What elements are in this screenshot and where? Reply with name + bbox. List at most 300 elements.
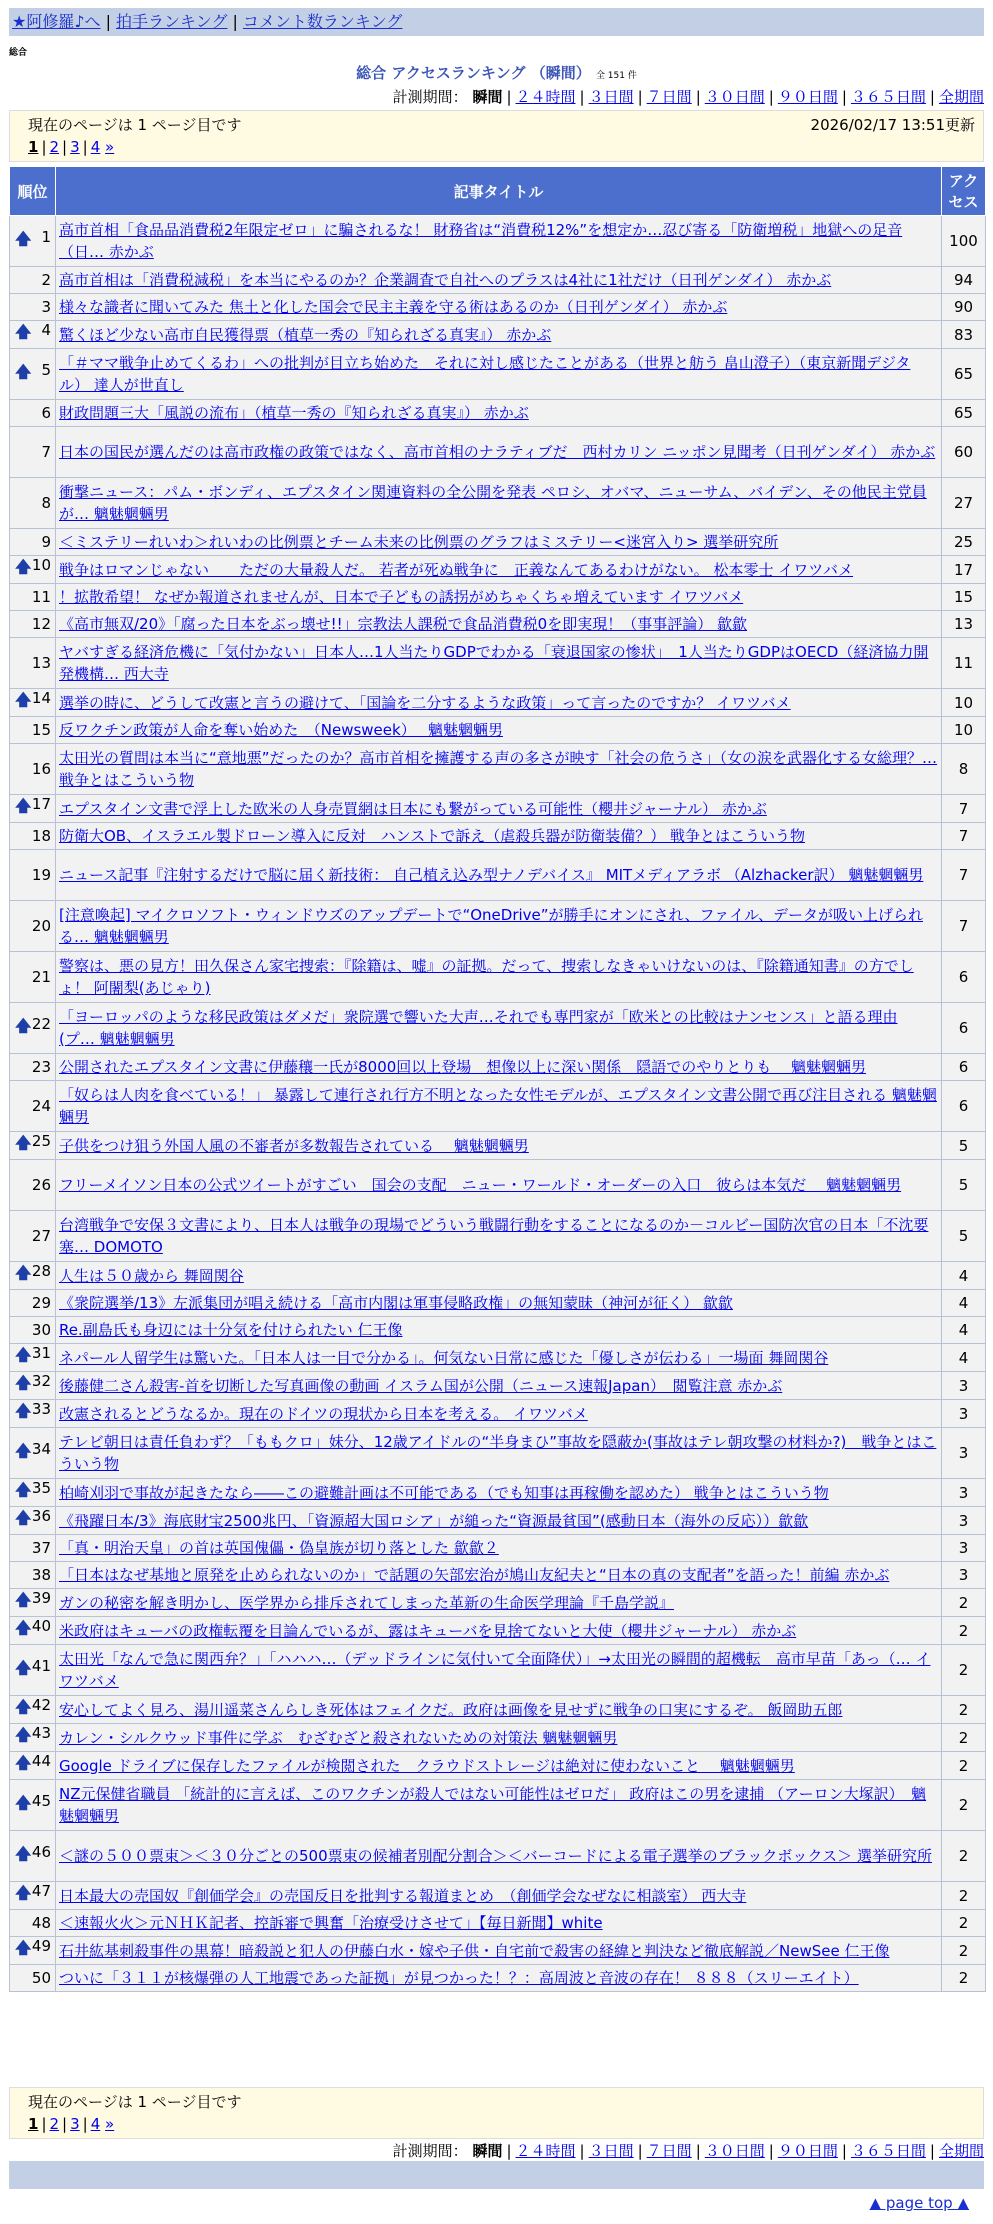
rank-number: 31 — [31, 1344, 51, 1362]
rank-cell — [10, 1780, 56, 1831]
total-count: 全 151 件 — [595, 71, 637, 81]
title-header: 記事タイトル — [56, 167, 942, 216]
page-4-link[interactable]: 4 — [90, 138, 101, 156]
period-90d[interactable]: ９０日間 — [777, 2142, 838, 2160]
rank-cell — [10, 294, 56, 321]
arrow-up-icon: 🡅 — [15, 228, 32, 248]
access-count: 2 — [942, 1617, 986, 1645]
arrow-up-icon: 🡅 — [15, 322, 32, 341]
rank-number: 33 — [31, 1400, 51, 1418]
table-row — [10, 1910, 986, 1937]
rank-number: 35 — [31, 1479, 51, 1497]
table-row — [10, 638, 986, 689]
title-cell — [56, 556, 942, 584]
article-title-link[interactable]: 台湾戦争で安保３文書により、日本人は戦争の現場でどういう戦闘行動をすることになるのか－コルビー国防次官の日本「不沈要塞… DOMOTO — [59, 1216, 929, 1256]
table-row — [10, 850, 986, 901]
rank-cell — [10, 321, 56, 349]
period-365d[interactable]: ３６５日間 — [850, 2142, 926, 2160]
rank-number: 45 — [31, 1791, 51, 1810]
title-cell — [56, 952, 942, 1003]
table-row — [10, 1937, 986, 1965]
table-row — [10, 795, 986, 823]
page-3-link[interactable]: 3 — [70, 2115, 80, 2133]
rank-number: 24 — [31, 1097, 51, 1115]
period-24h[interactable]: ２４時間 — [515, 88, 576, 106]
title-cell — [56, 1696, 942, 1724]
article-title-link[interactable]: NZ元保健省職員 「統計的に言えば、このワクチンが殺人ではない可能性はゼロだ」 政府はこの男を逮捕 （アーロン大塚訳） 魑魅魍魎男 — [59, 1785, 927, 1825]
rank-cell — [10, 850, 56, 901]
separator: | — [232, 12, 238, 31]
title-cell — [56, 427, 942, 478]
applause-ranking-link[interactable]: 拍手ランキング — [115, 12, 228, 31]
current-page-text: 現在のページは 1 ページ目です — [28, 2093, 242, 2111]
table-row — [10, 901, 986, 952]
title-cell — [56, 1937, 942, 1965]
page-2-link[interactable]: 2 — [49, 138, 60, 156]
rank-number: 46 — [31, 1842, 51, 1861]
article-title-link[interactable]: 人生は５０歳から 舞岡関谷 — [59, 1266, 244, 1285]
rank-number: 30 — [31, 1321, 51, 1339]
page-3-link[interactable]: 3 — [70, 138, 80, 156]
page-1: 1 — [28, 138, 39, 156]
access-count: 13 — [942, 611, 986, 638]
title-cell — [56, 1054, 942, 1081]
rank-cell — [10, 1507, 56, 1535]
table-row — [10, 1317, 986, 1344]
title-cell — [56, 1344, 942, 1372]
arrow-up-icon: 🡅 — [15, 1843, 32, 1863]
table-row — [10, 349, 986, 400]
article-title-link[interactable]: Re.副島氏も身辺には十分気を付けられたい 仁王像 — [59, 1321, 403, 1339]
article-title-link[interactable]: 《衆院選挙/13》左派集団が唱え続ける「高市内閣は軍事侵略政権」の無知蒙昧（神河が征く） 歙歙 — [59, 1294, 733, 1312]
article-title-link[interactable]: 「真・明治天皇」の首は英国傀儡・偽皇族が切り落とした 歙歙２ — [59, 1539, 499, 1557]
title-cell — [56, 1831, 942, 1882]
rank-cell — [10, 1262, 56, 1290]
article-title-link[interactable]: Google ドライブに保存したファイルが検閲された クラウドストレージは絶対に使わないこと 魑魅魍魎男 — [59, 1756, 795, 1775]
table-row — [10, 1290, 986, 1317]
article-title-link[interactable]: 《高市無双/20》「腐った日本をぶっ壊せ!!」宗教法人課税で食品消費税0を即実現！（事事評論） 歙歙 — [59, 615, 747, 633]
rank-number: 11 — [31, 588, 51, 606]
table-row — [10, 1831, 986, 1882]
rank-cell — [10, 1132, 56, 1160]
table-row — [10, 529, 986, 556]
table-row — [10, 1400, 986, 1428]
table-row — [10, 1562, 986, 1589]
article-title-link[interactable]: 太田光「なんで急に関西弁？」「ハハハ…（デッドラインに気付いて全面降伏）」→太田光の瞬間的超機転 高市早苗「あっ（… イワツバメ — [59, 1650, 931, 1690]
period-3d[interactable]: ３日間 — [588, 88, 634, 106]
table-row — [10, 1003, 986, 1054]
period-current: 瞬間 — [472, 88, 503, 106]
period-365d[interactable]: ３６５日間 — [850, 88, 926, 106]
access-count: 2 — [942, 1724, 986, 1752]
article-title-link[interactable]: ニュース記事『注射するだけで脳に届く新技術： 自己植え込み型ナノデバイス』 MITメディアラボ （Alzhacker訳） 魑魅魍魎男 — [59, 866, 924, 884]
rank-number: 13 — [31, 654, 51, 672]
table-row — [10, 1344, 986, 1372]
article-title-link[interactable]: 警察は、悪の見方！田久保さん家宅捜索：『除籍は、嘘』の証拠。だって、捜索しなきゃいけないのは、『除籍通知書』の方でしょ！ 阿闍梨(あじゃり) — [59, 957, 914, 997]
rank-cell — [10, 1054, 56, 1081]
access-count: 11 — [942, 638, 986, 689]
rank-number: 20 — [31, 917, 51, 935]
rank-cell — [10, 267, 56, 294]
period-90d[interactable]: ９０日間 — [777, 88, 838, 106]
access-count: 3 — [942, 1479, 986, 1507]
rank-cell — [10, 556, 56, 584]
article-title-link[interactable]: 高市首相「食品品消費税2年限定ゼロ」に騙されるな！ 財務省は“消費税12%”を想定か…忍び寄る「防衛増税」地獄への足音（日… 赤かぶ — [59, 221, 903, 261]
title-cell — [56, 795, 942, 823]
article-title-link[interactable]: 太田光の質問は本当に“意地悪”だったのか？高市首相を擁護する声の多さが映す「社会の危うさ」（女の涙を武器化する女総理？… 戦争とはこういう物 — [59, 749, 938, 789]
article-title-link[interactable]: 「＃ママ戦争止めてくるわ」への批判が目立ち始めた それに対し感じたことがある（世界と舫う 畠山澄子）（東京新聞デジタル） 達人が世直し — [59, 354, 911, 394]
rank-number: 38 — [31, 1566, 51, 1584]
access-count: 4 — [942, 1317, 986, 1344]
arrow-up-icon: 🡅 — [15, 1480, 32, 1499]
title-cell — [56, 1290, 942, 1317]
table-row — [10, 1965, 986, 1992]
title-cell — [56, 1400, 942, 1428]
rank-number: 50 — [31, 1969, 51, 1987]
rank-number: 16 — [31, 760, 51, 778]
rank-cell — [10, 1562, 56, 1589]
pagination-bottom — [9, 2087, 984, 2139]
article-title-link[interactable]: 公開されたエプスタイン文書に伊藤穰一氏が8000回以上登場 想像以上に深い関係 隠語でのやりとりも 魑魅魍魎男 — [59, 1058, 867, 1076]
article-title-link[interactable]: 日本の国民が選んだのは高市政権の政策ではなく、高市首相のナラティブだ 西村カリン ニッポン見聞考（日刊ゲンダイ） 赤かぶ — [59, 443, 936, 461]
rank-number: 23 — [31, 1058, 51, 1076]
article-title-link[interactable]: 選挙の時に、どうして改憲と言うの避けて、「国論を二分するような政策」って言ったのですか？ イワツバメ — [59, 693, 791, 712]
access-count: 5 — [942, 1132, 986, 1160]
access-count: 2 — [942, 1831, 986, 1882]
article-title-link[interactable]: 防衛大OB、イスラエル製ドローン導入に反対 ハンストで訴え（虐殺兵器が防衛装備？） 戦争とはこういう物 — [59, 827, 805, 845]
article-title-link[interactable]: 石井紘基刺殺事件の黒幕！暗殺説と犯人の伊藤白水・嫁や子供・自宅前で殺害の経緯と判決など徹底解説／NewSee 仁王像 — [59, 1941, 890, 1960]
rank-number: 48 — [31, 1914, 51, 1932]
rank-cell — [10, 1479, 56, 1507]
arrow-up-icon: 🡅 — [15, 1373, 32, 1392]
rank-cell — [10, 795, 56, 823]
access-count: 17 — [942, 556, 986, 584]
rank-cell — [10, 611, 56, 638]
rank-cell — [10, 744, 56, 795]
access-count: 4 — [942, 1262, 986, 1290]
table-row — [10, 1372, 986, 1400]
rank-cell — [10, 1535, 56, 1562]
rank-cell — [10, 400, 56, 427]
access-count: 5 — [942, 1211, 986, 1262]
period-30d[interactable]: ３０日間 — [704, 88, 765, 106]
arrow-up-icon: 🡅 — [15, 1263, 32, 1282]
table-row — [10, 584, 986, 611]
rank-cell — [10, 584, 56, 611]
page-top-link[interactable]: ▲ page top ▲ — [869, 2194, 969, 2212]
access-count: 6 — [942, 952, 986, 1003]
updated-timestamp: 2026/02/17 13:51更新 — [810, 116, 975, 134]
arrow-up-icon: 🡅 — [15, 1401, 32, 1420]
access-count: 2 — [942, 1910, 986, 1937]
rank-number: 15 — [31, 721, 51, 739]
article-title-link[interactable]: フリーメイソン日本の公式ツイートがすごい 国会の支配 ニュー・ワールド・オーダーの入口 彼らは本気だ 魑魅魍魎男 — [59, 1176, 902, 1194]
table-row — [10, 1696, 986, 1724]
arrow-up-icon: 🡅 — [15, 1508, 32, 1527]
table-row — [10, 1054, 986, 1081]
article-title-link[interactable]: 《飛躍日本/3》海底財宝2500兆円、「資源超大国ロシア」が縋った“資源最貧国”(感動日本（海外の反応））歙歙 — [59, 1511, 809, 1530]
access-count: 5 — [942, 1160, 986, 1211]
title-cell — [56, 529, 942, 556]
table-row — [10, 1752, 986, 1780]
access-count: 65 — [942, 349, 986, 400]
title-cell — [56, 584, 942, 611]
article-title-link[interactable]: カレン・シルクウッド事件に学ぶ むざむざと殺されないための対策法 魑魅魍魎男 — [59, 1728, 618, 1747]
rank-cell — [10, 1910, 56, 1937]
rank-number: 1 — [41, 227, 51, 246]
section-label: 総合 — [9, 48, 28, 58]
arrow-up-icon: 🡅 — [15, 1345, 32, 1364]
rank-number: 17 — [31, 795, 51, 813]
title-cell — [56, 850, 942, 901]
rank-cell — [10, 529, 56, 556]
table-row — [10, 744, 986, 795]
rank-number: 10 — [31, 556, 51, 574]
period-7d[interactable]: ７日間 — [646, 88, 692, 106]
page-2-link[interactable]: 2 — [49, 2115, 60, 2133]
title-cell — [56, 1132, 942, 1160]
period-selector-bottom: 計測期間： 瞬間 | ２４時間 | ３日間 | ７日間 | ３０日間 | ９０日間 | ３６５日間 | 全期間 — [392, 2142, 984, 2160]
period-24h[interactable]: ２４時間 — [515, 2142, 576, 2160]
access-count: 2 — [942, 1882, 986, 1910]
access-count: 4 — [942, 1344, 986, 1372]
access-count: 65 — [942, 400, 986, 427]
rank-cell — [10, 717, 56, 744]
table-row — [10, 556, 986, 584]
access-count: 90 — [942, 294, 986, 321]
home-link[interactable]: ★阿修羅♪へ — [12, 12, 101, 31]
article-title-link[interactable]: 柏崎刈羽で事故が起きたなら――この避難計画は不可能である（でも知事は再稼働を認めた） 戦争とはこういう物 — [59, 1483, 829, 1502]
pagination-top — [9, 110, 984, 162]
article-title-link[interactable]: 戦争はロマンじゃない ただの大量殺人だ。 若者が死ぬ戦争に 正義なんてあるわけがない。 松本零士 イワツバメ — [59, 560, 854, 579]
access-count: 25 — [942, 529, 986, 556]
rank-number: 36 — [31, 1507, 51, 1525]
article-title-link[interactable]: ネパール人留学生は驚いた。「日本人は一目で分かる」。何気ない日常に感じた「優しさが伝わる」一場面 舞岡関谷 — [59, 1348, 829, 1367]
rank-number: 34 — [31, 1439, 51, 1458]
title-cell — [56, 216, 942, 267]
article-title-link[interactable]: 衝撃ニュース：パム・ボンディ、エプスタイン関連資料の全公開を発表 ペロシ、オバマ、ニューサム、バイデン、その他民主党員が… 魑魅魍魎男 — [59, 483, 927, 523]
access-count: 2 — [942, 1752, 986, 1780]
access-count: 8 — [942, 744, 986, 795]
title-cell — [56, 267, 942, 294]
rank-cell — [10, 1003, 56, 1054]
access-count: 6 — [942, 1003, 986, 1054]
article-title-link[interactable]: 子供をつけ狙う外国人風の不審者が多数報告されている 魑魅魍魎男 — [59, 1136, 529, 1155]
rank-number: 18 — [31, 827, 51, 845]
period-3d[interactable]: ３日間 — [588, 2142, 634, 2160]
table-row — [10, 823, 986, 850]
rank-cell — [10, 1372, 56, 1400]
rank-cell — [10, 1617, 56, 1645]
access-count: 10 — [942, 689, 986, 717]
article-title-link[interactable]: 「奴らは人肉を食べている！」 暴露して連行され行方不明となった女性モデルが、エプスタイン文書公開で再び注目される 魑魅魍魎男 — [59, 1086, 937, 1126]
rank-cell — [10, 1344, 56, 1372]
arrow-up-icon: 🡅 — [15, 1753, 32, 1772]
page-4-link[interactable]: 4 — [90, 2115, 101, 2133]
top-nav-bar — [9, 8, 984, 36]
access-count: 10 — [942, 717, 986, 744]
period-30d[interactable]: ３０日間 — [704, 2142, 765, 2160]
table-row — [10, 1780, 986, 1831]
access-count: 94 — [942, 267, 986, 294]
arrow-up-icon: 🡅 — [15, 1883, 32, 1902]
article-title-link[interactable]: 安心してよく見ろ、湯川遥菜さんらしき死体はフェイクだ。政府は画像を見せずに戦争の口実にするぞ。 飯岡助五郎 — [59, 1700, 843, 1719]
title-cell — [56, 400, 942, 427]
comment-ranking-link[interactable]: コメント数ランキング — [242, 12, 403, 31]
title-cell — [56, 1724, 942, 1752]
rank-number: 22 — [31, 1014, 51, 1033]
article-title-link[interactable]: 「日本はなぜ基地と原発を止められないのか」で話題の矢部宏治が鳩山友紀夫と“日本の真の支配者”を語った！前編 赤かぶ — [59, 1566, 890, 1584]
rank-cell — [10, 427, 56, 478]
article-title-link[interactable]: ついに「３１１が核爆弾の人工地震であった証拠」が見つかった！？：高周波と音波の存在！ ８８８（スリーエイト） — [59, 1969, 859, 1987]
title-cell — [56, 1910, 942, 1937]
rank-number: 25 — [31, 1132, 51, 1150]
table-row — [10, 294, 986, 321]
page-top-area — [870, 2194, 969, 2212]
access-header: アクセス — [942, 167, 986, 216]
rank-number: 42 — [31, 1696, 51, 1714]
rank-cell — [10, 1589, 56, 1617]
article-title-link[interactable]: ＜謎の５００票束＞＜３０分ごとの500票束の候補者別配分割合＞＜バーコードによる電子選挙のブラックボックス＞ 選挙研究所 — [59, 1847, 932, 1865]
table-row — [10, 689, 986, 717]
rank-number: 39 — [31, 1589, 51, 1607]
access-count: 3 — [942, 1507, 986, 1535]
article-title-link[interactable]: 米政府はキューバの政権転覆を目論んでいるが、露はキューバを見捨てないと大使（櫻井ジャーナル） 赤かぶ — [59, 1621, 797, 1640]
rank-number: 44 — [31, 1752, 51, 1770]
article-title-link[interactable]: ガンの秘密を解き明かし、医学界から排斥されてしまった革新の生命医学理論『千島学説』 — [59, 1593, 675, 1612]
table-row — [10, 400, 986, 427]
arrow-up-icon: 🡅 — [15, 557, 32, 576]
title-cell — [56, 1479, 942, 1507]
title-cell — [56, 1081, 942, 1132]
article-title-link[interactable]: 後藤健二さん殺害-首を切断した写真画像の動画 イスラム国が公開（ニュース速報Japan） 閲覧注意 赤かぶ — [59, 1376, 783, 1395]
title-cell — [56, 1428, 942, 1479]
arrow-up-icon: 🡅 — [15, 1938, 32, 1957]
rank-cell — [10, 1752, 56, 1780]
table-row — [10, 611, 986, 638]
arrow-up-icon: 🡅 — [15, 1697, 32, 1716]
access-count: 3 — [942, 1400, 986, 1428]
rank-number: 47 — [31, 1882, 51, 1900]
page-title — [0, 62, 993, 83]
table-row — [10, 1262, 986, 1290]
article-title-link[interactable]: 高市首相は「消費税減税」を本当にやるのか？企業調査で自社へのプラスは4社に1社だけ（日刊ゲンダイ） 赤かぶ — [59, 271, 832, 289]
article-title-link[interactable]: ヤバすぎる経済危機に「気付かない」日本人…1人当たりGDPでわかる「衰退国家の惨状」 1人当たりGDPはOECD（経済協力開発機構… 西大寺 — [59, 643, 929, 683]
rank-number: 49 — [31, 1937, 51, 1955]
article-title-link[interactable]: 様々な識者に聞いてみた 焦土と化した国会で民主主義を守る術はあるのか（日刊ゲンダイ） 赤かぶ — [59, 298, 728, 316]
article-title-link[interactable]: 改憲されるとどうなるか。現在のドイツの現状から日本を考える。 イワツバメ — [59, 1404, 588, 1423]
rank-number: 21 — [31, 968, 51, 986]
rank-number: 14 — [31, 689, 51, 707]
article-title-link[interactable]: 反ワクチン政策が人命を奪い始めた （Newsweek） 魑魅魍魎男 — [59, 721, 503, 739]
rank-cell — [10, 1965, 56, 1992]
title-cell — [56, 1882, 942, 1910]
title-cell — [56, 1752, 942, 1780]
period-7d[interactable]: ７日間 — [646, 2142, 692, 2160]
rank-number: 28 — [31, 1262, 51, 1280]
article-title-link[interactable]: ！拡散希望！ なぜか報道されませんが、日本で子どもの誘拐がめちゃくちゃ増えています イワツバメ — [59, 588, 744, 606]
article-title-link[interactable]: 日本最大の売国奴『創価学会』の売国反日を批判する報道まとめ （創価学会なぜなに相談室） 西大寺 — [59, 1886, 747, 1905]
title-cell — [56, 901, 942, 952]
title-cell — [56, 294, 942, 321]
article-title-link[interactable]: テレビ朝日は責任負わず？「ももクロ」妹分、12歳アイドルの“半身まひ”事故を隠蔽か(事故はテレ朝攻撃の材料か?) 戦争とはこういう物 — [59, 1433, 937, 1473]
article-title-link[interactable]: 財政問題三大「風説の流布」（植草一秀の『知られざる真実』） 赤かぶ — [59, 404, 529, 422]
table-row — [10, 1507, 986, 1535]
access-count: 3 — [942, 1428, 986, 1479]
title-cell — [56, 1211, 942, 1262]
title-cell — [56, 1372, 942, 1400]
access-count: 7 — [942, 795, 986, 823]
page-1: 1 — [28, 2115, 39, 2133]
title-cell — [56, 1262, 942, 1290]
rank-cell — [10, 823, 56, 850]
table-row — [10, 1160, 986, 1211]
access-count: 2 — [942, 1696, 986, 1724]
article-title-link[interactable]: ＜速報火火＞元ＮＨＫ記者、控訴審で興奮「治療受けさせて」【毎日新聞】white — [59, 1914, 603, 1932]
separator: | — [105, 12, 111, 31]
table-row — [10, 267, 986, 294]
arrow-up-icon: 🡅 — [15, 1792, 32, 1812]
rank-cell — [10, 216, 56, 267]
table-row — [10, 1479, 986, 1507]
access-count: 2 — [942, 1965, 986, 1992]
access-count: 27 — [942, 478, 986, 529]
article-title-link[interactable]: [注意喚起] マイクロソフト・ウィンドウズのアップデートで“OneDrive”が勝手にオンにされ、ファイル、データが吸い上げられる… 魑魅魍魎男 — [59, 906, 923, 946]
article-title-link[interactable]: 驚くほど少ない高市自民獲得票（植草一秀の『知られざる真実』） 赤かぶ — [59, 325, 552, 344]
arrow-up-icon: 🡅 — [15, 1440, 32, 1460]
arrow-up-icon: 🡅 — [15, 361, 32, 381]
rank-cell — [10, 1081, 56, 1132]
rank-header: 順位 — [10, 167, 56, 216]
title-cell — [56, 1562, 942, 1589]
arrow-up-icon: 🡅 — [15, 1590, 32, 1609]
title-cell — [56, 1317, 942, 1344]
access-count: 6 — [942, 1054, 986, 1081]
next-page-link[interactable]: » — [105, 2115, 115, 2133]
period-all[interactable]: 全期間 — [938, 2142, 984, 2160]
table-row — [10, 478, 986, 529]
rank-cell — [10, 1882, 56, 1910]
title-cell — [56, 1617, 942, 1645]
rank-number: 6 — [41, 404, 51, 422]
rank-cell — [10, 1428, 56, 1479]
period-all[interactable]: 全期間 — [938, 88, 984, 106]
table-row — [10, 952, 986, 1003]
page-links: 1 | 2 | 3 | 4 » — [28, 138, 115, 156]
article-title-link[interactable]: ＜ミステリーれいわ＞れいわの比例票とチーム未来の比例票のグラフはミステリー<迷宮入り> 選挙研究所 — [59, 533, 779, 551]
table-row — [10, 717, 986, 744]
arrow-up-icon: 🡅 — [15, 796, 32, 815]
title-cell — [56, 349, 942, 400]
table-row — [10, 1589, 986, 1617]
access-count: 4 — [942, 1290, 986, 1317]
title-cell — [56, 1780, 942, 1831]
arrow-up-icon: 🡅 — [15, 1618, 32, 1637]
current-page-text: 現在のページは 1 ページ目です — [28, 116, 242, 134]
article-title-link[interactable]: エプスタイン文書で浮上した欧米の人身売買網は日本にも繋がっている可能性（櫻井ジャーナル） 赤かぶ — [59, 799, 767, 818]
article-title-link[interactable]: 「ヨーロッパのような移民政策はダメだ」衆院選で響いた大声…それでも専門家が「欧米との比較はナンセンス」と語る理由 (プ… 魑魅魍魎男 — [59, 1008, 898, 1048]
next-page-link[interactable]: » — [105, 138, 115, 156]
table-row — [10, 1882, 986, 1910]
title-cell — [56, 1589, 942, 1617]
title-cell — [56, 611, 942, 638]
rank-number: 41 — [31, 1656, 51, 1675]
table-row — [10, 427, 986, 478]
title-cell — [56, 717, 942, 744]
rank-cell — [10, 1937, 56, 1965]
rank-number: 2 — [41, 271, 51, 289]
rank-cell — [10, 1696, 56, 1724]
